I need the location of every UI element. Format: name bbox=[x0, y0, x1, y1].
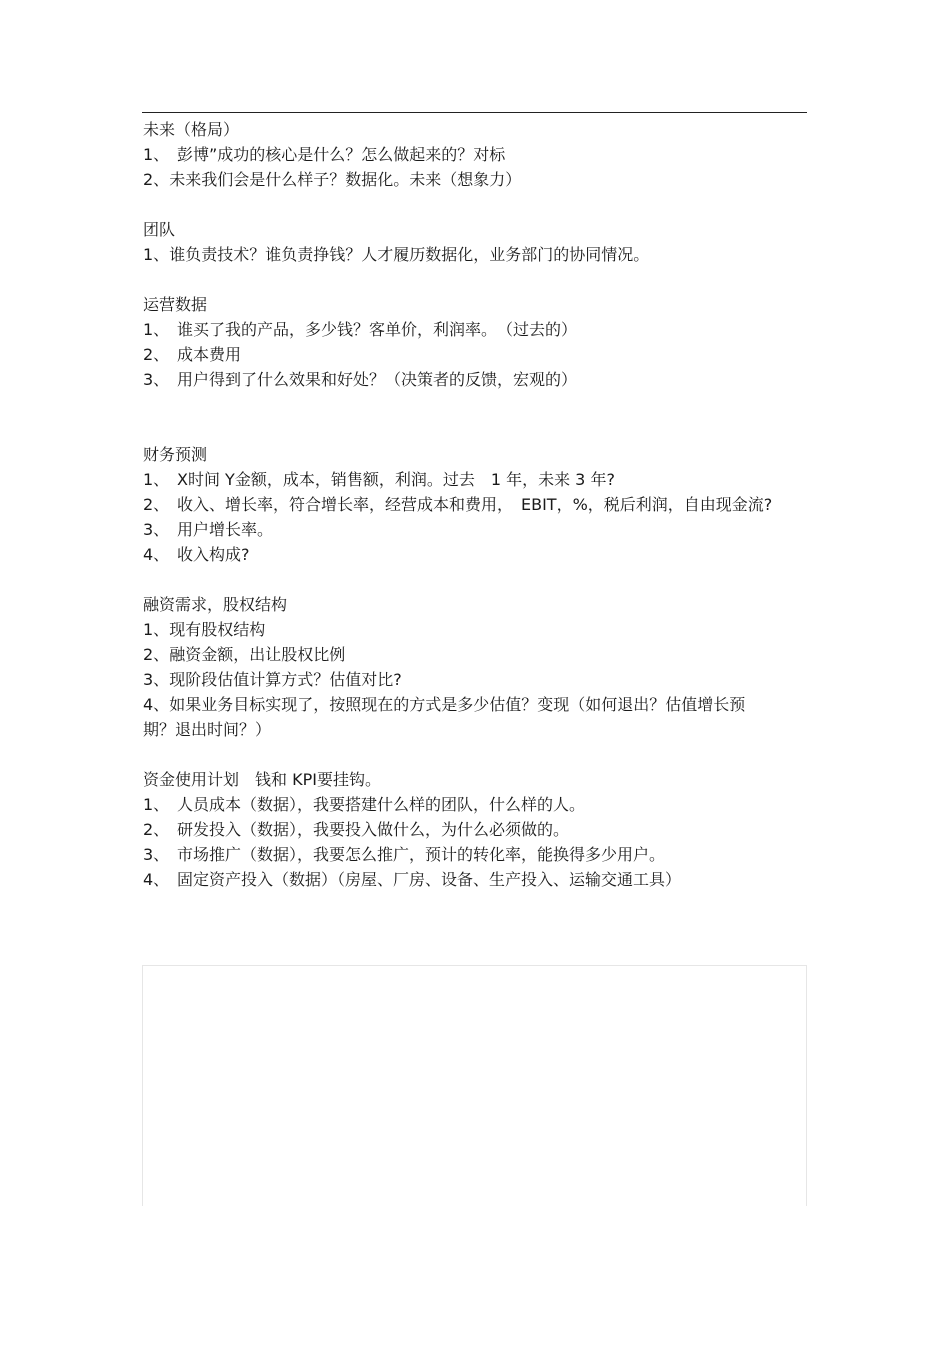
item-text: X时间 Y金额，成本，销售额，利润。过去 1 年，未来 3 年? bbox=[177, 470, 615, 489]
list-item bbox=[143, 692, 773, 742]
item-text: 收入构成? bbox=[177, 545, 250, 564]
document-body bbox=[143, 117, 807, 892]
list-item bbox=[143, 467, 807, 492]
list-item bbox=[143, 667, 807, 692]
item-number: 4、 bbox=[143, 545, 170, 564]
blank-frame bbox=[142, 965, 807, 1206]
list-item bbox=[143, 342, 807, 367]
item-number: 1、 bbox=[143, 620, 170, 639]
item-number: 2、 bbox=[143, 345, 170, 364]
list-item bbox=[143, 167, 807, 192]
section-future bbox=[143, 117, 807, 192]
list-item bbox=[143, 867, 807, 892]
item-number: 3、 bbox=[143, 670, 170, 689]
list-item bbox=[143, 517, 807, 542]
list-item bbox=[143, 142, 807, 167]
item-text: 收入、增长率，符合增长率，经营成本和费用， EBIT，%，税后利润，自由现金流? bbox=[177, 495, 773, 514]
item-number: 2、 bbox=[143, 495, 170, 514]
item-number: 2、 bbox=[143, 820, 170, 839]
item-text: 谁负责技术？谁负责挣钱？人才履历数据化，业务部门的协同情况。 bbox=[169, 245, 650, 264]
item-number: 1、 bbox=[143, 795, 170, 814]
item-text: 研发投入（数据），我要投入做什么，为什么必须做的。 bbox=[177, 820, 570, 839]
section-team bbox=[143, 217, 807, 267]
item-text: 彭博”成功的核心是什么？怎么做起来的？对标 bbox=[177, 145, 506, 164]
list-item bbox=[143, 367, 807, 392]
list-item bbox=[143, 842, 807, 867]
section-heading: 融资需求，股权结构 bbox=[143, 595, 288, 614]
item-text: 谁买了我的产品，多少钱？客单价，利润率。 （过去的） bbox=[177, 320, 578, 339]
section-heading: 运营数据 bbox=[143, 295, 208, 314]
section-heading: 团队 bbox=[143, 220, 176, 239]
item-text: 现有股权结构 bbox=[169, 620, 266, 639]
item-number: 1、 bbox=[143, 145, 170, 164]
item-number: 1、 bbox=[143, 245, 170, 264]
item-number: 4、 bbox=[143, 695, 170, 714]
section-heading: 财务预测 bbox=[143, 445, 208, 464]
item-text: 如果业务目标实现了，按照现在的方式是多少估值？变现（如何退出？估值增长预期？退出时间？） bbox=[143, 695, 746, 739]
list-item bbox=[143, 817, 807, 842]
item-number: 3、 bbox=[143, 520, 170, 539]
item-number: 2、 bbox=[143, 170, 170, 189]
list-item bbox=[143, 617, 807, 642]
item-number: 3、 bbox=[143, 370, 170, 389]
list-item bbox=[143, 792, 807, 817]
list-item bbox=[143, 642, 807, 667]
item-number: 1、 bbox=[143, 470, 170, 489]
section-heading: 资金使用计划 钱和 KPI要挂钩。 bbox=[143, 770, 381, 789]
list-item bbox=[143, 492, 807, 517]
item-text: 用户增长率。 bbox=[177, 520, 274, 539]
top-rule bbox=[142, 112, 807, 113]
section-financial-forecast bbox=[143, 442, 807, 567]
section-operations bbox=[143, 292, 807, 392]
item-text: 未来我们会是什么样子？数据化。未来（想象力） bbox=[169, 170, 522, 189]
list-item bbox=[143, 317, 807, 342]
item-text: 固定资产投入（数据）（房屋、厂房、设备、生产投入、运输交通工具） bbox=[177, 870, 682, 889]
item-text: 人员成本（数据），我要搭建什么样的团队，什么样的人。 bbox=[177, 795, 586, 814]
section-fund-usage bbox=[143, 767, 807, 892]
item-text: 现阶段估值计算方式？估值对比? bbox=[169, 670, 402, 689]
list-item bbox=[143, 242, 807, 267]
item-text: 用户得到了什么效果和好处？（决策者的反馈，宏观的） bbox=[177, 370, 578, 389]
list-item bbox=[143, 542, 807, 567]
item-number: 1、 bbox=[143, 320, 170, 339]
item-number: 2、 bbox=[143, 645, 170, 664]
item-text: 融资金额，出让股权比例 bbox=[169, 645, 346, 664]
section-financing bbox=[143, 592, 807, 742]
item-number: 4、 bbox=[143, 870, 170, 889]
section-heading: 未来（格局） bbox=[143, 120, 240, 139]
item-text: 市场推广（数据），我要怎么推广，预计的转化率，能换得多少用户。 bbox=[177, 845, 666, 864]
item-number: 3、 bbox=[143, 845, 170, 864]
item-text: 成本费用 bbox=[177, 345, 242, 364]
